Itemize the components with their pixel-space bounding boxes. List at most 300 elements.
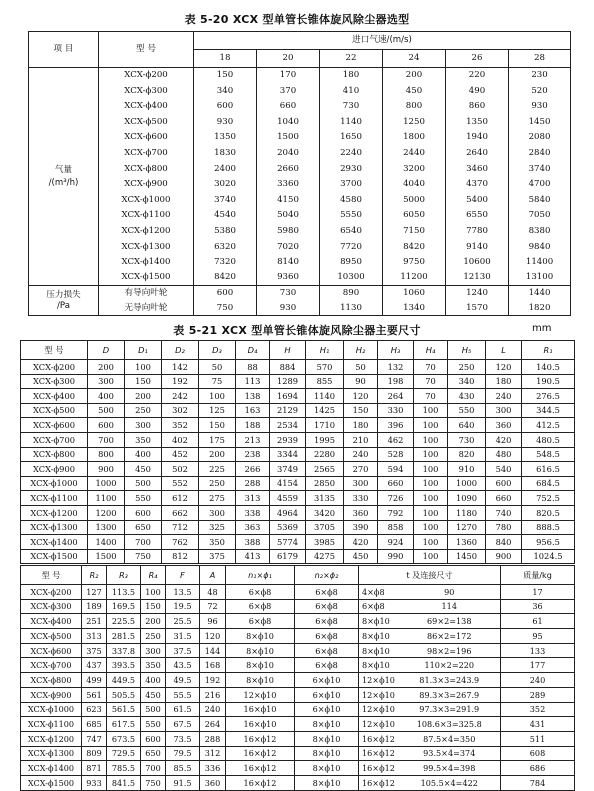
dim-cell: 726: [378, 491, 414, 506]
dim-cell: 140.5: [522, 360, 575, 375]
dim-cell: 8×ϕ10: [295, 717, 359, 732]
dim-cell: 6×ϕ8: [359, 599, 399, 614]
dim-cell: 600: [486, 476, 522, 491]
dim-cell: 396: [378, 418, 414, 433]
dim-cell: 100: [414, 447, 448, 462]
flow-cell: 2440: [383, 145, 446, 161]
dim-cell: 192: [200, 673, 226, 688]
flow-cell: 3460: [446, 161, 509, 177]
dim-cell: 3749: [270, 462, 306, 477]
model-cell: XCX-ϕ500: [21, 629, 82, 644]
table-row: [21, 462, 575, 477]
dim-cell: 49.5: [166, 673, 200, 688]
dim-cell: 110×2=220: [399, 658, 501, 673]
dim-cell: 300: [88, 374, 125, 389]
flow-cell: 3200: [383, 161, 446, 177]
flow-cell: 3020: [194, 177, 257, 193]
dim-cell: 552: [162, 476, 199, 491]
dim-cell: 8×ϕ10: [295, 775, 359, 790]
dim-cell: 188: [236, 418, 270, 433]
dim-cell: 100: [414, 476, 448, 491]
flow-label-line1: 气量: [54, 165, 73, 176]
dim-cell: 780: [486, 520, 522, 535]
flow-cell: 8420: [383, 239, 446, 255]
dim-col-header: H₁: [306, 341, 344, 360]
dim-cell: 200: [199, 447, 236, 462]
model-cell: XCX-ϕ1400: [21, 535, 88, 550]
flow-cell: 450: [383, 83, 446, 99]
dim-cell: 2129: [270, 403, 306, 418]
flow-cell: 2040: [257, 145, 320, 161]
dim-cell: 420: [486, 432, 522, 447]
dim-cell: 50: [344, 360, 378, 375]
dim-cell: 266: [236, 462, 270, 477]
dim-cell: 6×ϕ8: [226, 614, 295, 629]
model-cell: XCX-ϕ600: [21, 418, 88, 433]
dim-cell: 70: [414, 374, 448, 389]
dim-cell: 924: [378, 535, 414, 550]
dim-cell: 650: [141, 746, 166, 761]
dim-col-header: D₁: [125, 341, 162, 360]
flow-cell: 370: [257, 83, 320, 99]
dim-cell: 499: [82, 673, 107, 688]
dim-cell: 61: [501, 614, 575, 629]
flow-cell: 3700: [320, 177, 383, 193]
dim-col-header: R₂: [82, 566, 107, 585]
loss-cell: 750: [194, 301, 257, 316]
table-row: [29, 177, 571, 193]
dim-cell: 1710: [306, 418, 344, 433]
dim-cell: 600: [88, 418, 125, 433]
model-cell: XCX-ϕ900: [21, 687, 82, 702]
dim-cell: 96: [200, 614, 226, 629]
dim-cell: 95: [501, 629, 575, 644]
dim-cell: 740: [486, 505, 522, 520]
dim-cell: 5369: [270, 520, 306, 535]
flow-cell: 1250: [383, 114, 446, 130]
dim-cell: 300: [344, 476, 378, 491]
dim-cell: 100: [414, 403, 448, 418]
dim-col-header: H₅: [448, 341, 486, 360]
dim-cell: 600: [141, 731, 166, 746]
flow-cell: 2400: [194, 161, 257, 177]
dim-cell: 163: [236, 403, 270, 418]
dim-cell: 250: [125, 403, 162, 418]
dim-cell: 132: [378, 360, 414, 375]
dim-cell: 350: [125, 432, 162, 447]
flow-cell: 800: [383, 99, 446, 115]
table-row: [21, 599, 575, 614]
dim-col-header: H: [270, 341, 306, 360]
flow-cell: 5980: [257, 223, 320, 239]
dim-cell: 8×ϕ10: [359, 643, 399, 658]
model-cell: XCX-ϕ1000: [99, 192, 194, 208]
dim-cell: 100: [125, 360, 162, 375]
dim-cell: 13.5: [166, 585, 200, 600]
dim-col-header: H₂: [344, 341, 378, 360]
model-cell: XCX-ϕ1100: [21, 491, 88, 506]
model-cell: XCX-ϕ500: [21, 403, 88, 418]
loss-label-line1: 压力损失: [46, 289, 81, 300]
dim-cell: 12×ϕ10: [226, 687, 295, 702]
dim-cell: 61.5: [166, 702, 200, 717]
dim-cell: 108.6×3=325.8: [399, 717, 501, 732]
dim-cell: 133: [501, 643, 575, 658]
dim-cell: 6×ϕ8: [295, 599, 359, 614]
dim-cell: 198: [378, 374, 414, 389]
flow-cell: 9360: [257, 270, 320, 286]
flow-cell: 2640: [446, 145, 509, 161]
dim-cell: 177: [501, 658, 575, 673]
dim-cell: 550: [141, 717, 166, 732]
dim-cell: 16×ϕ12: [359, 761, 399, 776]
dim-cell: 1200: [88, 505, 125, 520]
table-row: [21, 374, 575, 389]
flow-cell: 230: [509, 68, 571, 84]
dim-cell: 16×ϕ12: [226, 731, 295, 746]
dim-cell: 623: [82, 702, 107, 717]
dim-cell: 144: [200, 643, 226, 658]
flow-label: [29, 68, 99, 286]
table-row: [21, 520, 575, 535]
table-row: [21, 447, 575, 462]
dim-cell: 502: [162, 462, 199, 477]
flow-cell: 7150: [383, 223, 446, 239]
table-row: [29, 114, 571, 130]
model-cell: XCX-ϕ800: [99, 161, 194, 177]
flow-cell: 7320: [194, 255, 257, 271]
dim-cell: 400: [141, 673, 166, 688]
dim-cell: 270: [344, 462, 378, 477]
dim-cell: 300: [125, 418, 162, 433]
dim-cell: 100: [414, 549, 448, 564]
model-cell: XCX-ϕ700: [21, 432, 88, 447]
dim-cell: 17: [501, 585, 575, 600]
flow-label-line2: /(m³/h): [48, 177, 79, 188]
dim-cell: 3705: [306, 520, 344, 535]
flow-cell: 660: [257, 99, 320, 115]
table-row: [21, 687, 575, 702]
dim-cell: 97.3×3=291.9: [399, 702, 501, 717]
flow-cell: 4700: [509, 177, 571, 193]
table-row: [29, 68, 571, 84]
model-cell: XCX-ϕ1200: [99, 223, 194, 239]
dim-cell: 500: [141, 702, 166, 717]
col-item-header: 项 目: [29, 32, 99, 68]
dim-cell: 313: [236, 491, 270, 506]
dim-cell: 6×ϕ10: [295, 673, 359, 688]
dim-cell: 312: [200, 746, 226, 761]
dim-cell: 462: [378, 432, 414, 447]
dim-cell: 360: [486, 418, 522, 433]
dim-cell: 1694: [270, 389, 306, 404]
dim-cell: 363: [236, 520, 270, 535]
dim-cell: 4275: [306, 549, 344, 564]
dim-cell: 25.5: [166, 614, 200, 629]
flow-cell: 8950: [320, 255, 383, 271]
dim-cell: 175: [199, 432, 236, 447]
dim-cell: 16×ϕ10: [226, 717, 295, 732]
dim-cell: 352: [501, 702, 575, 717]
table-row: [29, 83, 571, 99]
dim-cell: 430: [448, 389, 486, 404]
dim-cell: 375: [82, 643, 107, 658]
dim-cell: 114: [399, 599, 501, 614]
dim-cell: 225: [199, 462, 236, 477]
dim-cell: 6×ϕ8: [295, 585, 359, 600]
dim-cell: 900: [486, 549, 522, 564]
flow-cell: 5550: [320, 208, 383, 224]
dim-cell: 240: [344, 447, 378, 462]
table2-caption: 表 5-21 XCX 型单管长锥体旋风除尘器主要尺寸: [173, 324, 421, 337]
dim-cell: 89.3×3=267.9: [399, 687, 501, 702]
dim-cell: 3985: [306, 535, 344, 550]
table-row: [21, 643, 575, 658]
dim-cell: 561.5: [107, 702, 141, 717]
table-row: [21, 389, 575, 404]
dim-cell: 85.5: [166, 761, 200, 776]
dim-cell: 330: [378, 403, 414, 418]
table-row: [21, 673, 575, 688]
dim-cell: 12×ϕ10: [359, 673, 399, 688]
dim-cell: 8×ϕ10: [359, 629, 399, 644]
dim-cell: 6×ϕ10: [295, 687, 359, 702]
dim-cell: 900: [88, 462, 125, 477]
flow-cell: 8140: [257, 255, 320, 271]
dim-cell: 450: [141, 687, 166, 702]
table-row: [21, 505, 575, 520]
flow-cell: 340: [194, 83, 257, 99]
dim-cell: 336: [200, 761, 226, 776]
speed-col-header: 24: [383, 50, 446, 68]
dim-cell: 8×ϕ10: [295, 761, 359, 776]
dim-cell: 8×ϕ10: [359, 658, 399, 673]
dim-cell: 105.5×4=422: [399, 775, 501, 790]
flow-cell: 170: [257, 68, 320, 84]
dim-cell: 375: [199, 549, 236, 564]
flow-cell: 10300: [320, 270, 383, 286]
dim-cell: 16×ϕ12: [226, 761, 295, 776]
dim-cell: 452: [162, 447, 199, 462]
table-row: [21, 761, 575, 776]
dim-cell: 660: [378, 476, 414, 491]
dim-cell: 93.5×4=374: [399, 746, 501, 761]
dim-cell: 360: [200, 775, 226, 790]
dim-cell: 500: [88, 403, 125, 418]
dim-col-header: n₂×ϕ₂: [295, 566, 359, 585]
dim-cell: 150: [199, 418, 236, 433]
dim-cell: 662: [162, 505, 199, 520]
dim-cell: 1360: [448, 535, 486, 550]
dim-cell: 450: [125, 462, 162, 477]
dim-cell: 8×ϕ10: [359, 614, 399, 629]
dim-cell: 700: [125, 535, 162, 550]
dim-cell: 785.5: [107, 761, 141, 776]
flow-cell: 5380: [194, 223, 257, 239]
dim-cell: 127: [82, 585, 107, 600]
speed-col-header: 28: [509, 50, 571, 68]
dim-cell: 264: [378, 389, 414, 404]
flow-cell: 7050: [509, 208, 571, 224]
dim-col-header: L: [486, 341, 522, 360]
dim-cell: 113: [236, 374, 270, 389]
dim-cell: 337.8: [107, 643, 141, 658]
dim-cell: 190.5: [522, 374, 575, 389]
model-cell: XCX-ϕ1500: [21, 775, 82, 790]
dim-cell: 420: [344, 535, 378, 550]
flow-cell: 860: [446, 99, 509, 115]
dim-cell: 480: [486, 447, 522, 462]
dim-cell: 8×ϕ10: [295, 746, 359, 761]
dim-cell: 16×ϕ12: [359, 775, 399, 790]
dim-cell: 72: [200, 599, 226, 614]
flow-cell: 7720: [320, 239, 383, 255]
dim-cell: 640: [448, 418, 486, 433]
dim-cell: 19.5: [166, 599, 200, 614]
flow-cell: 6320: [194, 239, 257, 255]
dim-cell: 600: [125, 505, 162, 520]
dim-cell: 100: [414, 535, 448, 550]
dim-cell: 390: [344, 520, 378, 535]
flow-cell: 2840: [509, 145, 571, 161]
loss-cell: 600: [194, 286, 257, 301]
dim-cell: 8×ϕ10: [226, 643, 295, 658]
dim-cell: 150: [344, 403, 378, 418]
dim-cell: 1140: [306, 389, 344, 404]
flow-cell: 5840: [509, 192, 571, 208]
dim-cell: 200: [88, 360, 125, 375]
dim-cell: 350: [141, 658, 166, 673]
dim-cell: 550: [125, 491, 162, 506]
flow-cell: 12130: [446, 270, 509, 286]
model-cell: XCX-ϕ200: [21, 360, 88, 375]
flow-cell: 1450: [509, 114, 571, 130]
dim-cell: 820.5: [522, 505, 575, 520]
dim-col-header: H₄: [414, 341, 448, 360]
dim-cell: 700: [88, 432, 125, 447]
table-row: [29, 286, 571, 301]
table-row: [29, 270, 571, 286]
table-row: [21, 432, 575, 447]
loss-cell: 1440: [509, 286, 571, 301]
flow-cell: 6050: [383, 208, 446, 224]
flow-cell: 600: [194, 99, 257, 115]
dim-cell: 1000: [448, 476, 486, 491]
dim-cell: 251: [82, 614, 107, 629]
speed-col-header: 26: [446, 50, 509, 68]
dim-cell: 884: [270, 360, 306, 375]
dim-cell: 238: [236, 447, 270, 462]
flow-cell: 6550: [446, 208, 509, 224]
dim-col-header: D₂: [162, 341, 199, 360]
dim-cell: 712: [162, 520, 199, 535]
model-cell: XCX-ϕ1300: [21, 520, 88, 535]
dim-cell: 350: [199, 535, 236, 550]
flow-cell: 8420: [194, 270, 257, 286]
dim-cell: 511: [501, 731, 575, 746]
table-dimensions-2: [20, 565, 575, 791]
dim-cell: 288: [236, 476, 270, 491]
flow-cell: 8380: [509, 223, 571, 239]
dim-cell: 48: [200, 585, 226, 600]
dim-cell: 612: [162, 491, 199, 506]
dim-cell: 340: [448, 374, 486, 389]
dim-cell: 500: [125, 476, 162, 491]
dim-cell: 276.5: [522, 389, 575, 404]
table-row: [21, 585, 575, 600]
dim-cell: 1090: [448, 491, 486, 506]
dim-cell: 480.5: [522, 432, 575, 447]
dim-cell: 189: [82, 599, 107, 614]
model-cell: XCX-ϕ1500: [99, 270, 194, 286]
dim-cell: 87.5×4=350: [399, 731, 501, 746]
dim-cell: 50: [199, 360, 236, 375]
flow-cell: 220: [446, 68, 509, 84]
dim-cell: 125: [199, 403, 236, 418]
table-row: [29, 301, 571, 316]
dim-cell: 99.5×4=398: [399, 761, 501, 776]
flow-cell: 1350: [194, 130, 257, 146]
dim-cell: 86×2=172: [399, 629, 501, 644]
dim-col-header: R₃: [107, 566, 141, 585]
table-row: [29, 239, 571, 255]
dim-cell: 2565: [306, 462, 344, 477]
dim-cell: 729.5: [107, 746, 141, 761]
dim-cell: 956.5: [522, 535, 575, 550]
flow-cell: 1500: [257, 130, 320, 146]
flow-cell: 520: [509, 83, 571, 99]
dim-cell: 325: [199, 520, 236, 535]
dim-cell: 289: [501, 687, 575, 702]
dim-col-header: D₃: [199, 341, 236, 360]
dim-cell: 871: [82, 761, 107, 776]
dim-cell: 16×ϕ12: [226, 775, 295, 790]
table-row: [21, 746, 575, 761]
dim-cell: 6×ϕ8: [295, 643, 359, 658]
model-cell: XCX-ϕ300: [21, 374, 88, 389]
dim-cell: 37.5: [166, 643, 200, 658]
dim-cell: 570: [306, 360, 344, 375]
flow-cell: 1940: [446, 130, 509, 146]
flow-cell: 11400: [509, 255, 571, 271]
dim-col-header: n₁×ϕ₁: [226, 566, 295, 585]
dim-cell: 142: [162, 360, 199, 375]
dim-cell: 200: [141, 614, 166, 629]
dim-cell: 313: [82, 629, 107, 644]
flow-cell: 1830: [194, 145, 257, 161]
dim-cell: 4154: [270, 476, 306, 491]
loss-cell: 1340: [383, 301, 446, 316]
loss-cell: 930: [257, 301, 320, 316]
dim-cell: 240: [200, 702, 226, 717]
dim-cell: 120: [344, 389, 378, 404]
table-row: [21, 476, 575, 491]
table-row: [21, 658, 575, 673]
model-cell: XCX-ϕ1200: [21, 731, 82, 746]
table-row: [21, 702, 575, 717]
dim-cell: 812: [162, 549, 199, 564]
flow-cell: 4540: [194, 208, 257, 224]
table-row: [29, 145, 571, 161]
dim-cell: 100: [414, 505, 448, 520]
dim-cell: 90: [344, 374, 378, 389]
dim-cell: 528: [378, 447, 414, 462]
table-row: [21, 614, 575, 629]
loss-cell: 1240: [446, 286, 509, 301]
dim-cell: 150: [141, 599, 166, 614]
dim-cell: 809: [82, 746, 107, 761]
dim-cell: 67.5: [166, 717, 200, 732]
